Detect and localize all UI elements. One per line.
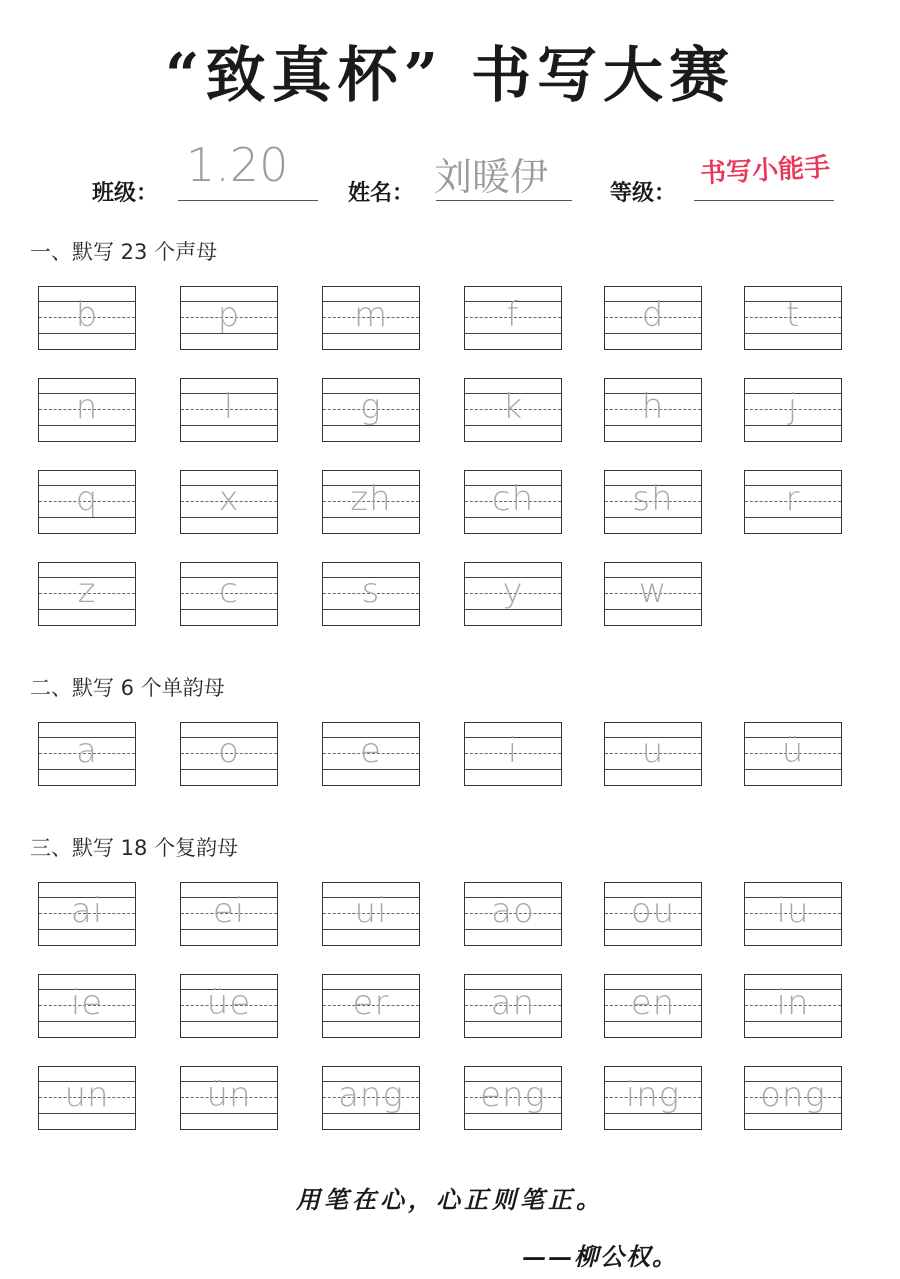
writing-cell <box>744 470 842 534</box>
writing-cell <box>38 378 136 442</box>
writing-cell <box>38 722 136 786</box>
handwritten-pinyin: un <box>64 1075 110 1115</box>
handwritten-pinyin: l <box>223 387 235 427</box>
writing-cell <box>604 974 702 1038</box>
handwritten-pinyin: o <box>218 731 240 771</box>
handwritten-pinyin: sh <box>632 479 674 519</box>
handwritten-pinyin: ei <box>212 891 246 931</box>
handwritten-pinyin: f <box>506 295 520 335</box>
writing-cell <box>38 1066 136 1130</box>
handwritten-pinyin: u <box>641 731 665 771</box>
writing-cell <box>464 722 562 786</box>
section-1-heading: 一、默写 23 个声母 <box>30 240 218 264</box>
grade-underline <box>694 200 834 201</box>
grade-label: 等级： <box>610 180 677 206</box>
handwritten-pinyin: ing <box>625 1075 681 1115</box>
writing-cell <box>604 882 702 946</box>
handwritten-pinyin: ü <box>781 731 805 771</box>
class-label: 班级： <box>92 180 159 206</box>
writing-cell <box>38 286 136 350</box>
writing-cell <box>464 974 562 1038</box>
grade-badge: 书写小能手 <box>699 152 831 190</box>
handwritten-pinyin: y <box>502 571 524 611</box>
handwritten-pinyin: iu <box>776 891 810 931</box>
handwritten-pinyin: ui <box>354 891 388 931</box>
writing-cell <box>180 470 278 534</box>
handwritten-pinyin: ang <box>338 1075 404 1115</box>
name-underline <box>436 200 572 201</box>
handwritten-pinyin: zh <box>350 479 392 519</box>
writing-cell <box>604 378 702 442</box>
writing-cell <box>322 470 420 534</box>
handwritten-pinyin: s <box>361 571 381 611</box>
name-label: 姓名： <box>348 180 415 206</box>
writing-cell <box>322 882 420 946</box>
page-title: “致真杯” 书写大赛 <box>165 41 735 111</box>
writing-cell <box>744 286 842 350</box>
handwritten-pinyin: m <box>353 295 389 335</box>
handwritten-pinyin: t <box>785 295 801 335</box>
writing-cell <box>744 974 842 1038</box>
handwritten-pinyin: z <box>77 571 97 611</box>
writing-cell <box>744 722 842 786</box>
handwritten-pinyin: ao <box>491 891 535 931</box>
writing-cell <box>322 722 420 786</box>
handwritten-pinyin: q <box>75 479 99 519</box>
writing-cell <box>744 378 842 442</box>
handwritten-pinyin: ie <box>70 983 104 1023</box>
writing-cell <box>38 974 136 1038</box>
writing-cell <box>322 286 420 350</box>
handwritten-pinyin: g <box>360 387 382 427</box>
handwritten-pinyin: x <box>218 479 240 519</box>
writing-cell <box>604 470 702 534</box>
handwritten-pinyin: j <box>787 387 799 427</box>
writing-cell <box>464 882 562 946</box>
handwritten-pinyin: p <box>217 295 241 335</box>
writing-cell <box>38 470 136 534</box>
handwritten-pinyin: en <box>630 983 676 1023</box>
writing-cell <box>604 286 702 350</box>
class-value: 1.20 <box>186 138 289 192</box>
handwritten-pinyin: a <box>76 731 98 771</box>
handwritten-pinyin: ün <box>206 1075 252 1115</box>
handwritten-pinyin: üe <box>206 983 252 1023</box>
writing-cell <box>464 562 562 626</box>
handwritten-pinyin: w <box>638 571 668 611</box>
writing-cell <box>180 378 278 442</box>
writing-cell <box>180 882 278 946</box>
handwritten-pinyin: h <box>641 387 665 427</box>
writing-cell <box>180 1066 278 1130</box>
handwritten-pinyin: e <box>360 731 382 771</box>
writing-cell <box>38 562 136 626</box>
handwritten-pinyin: r <box>785 479 801 519</box>
writing-cell <box>180 286 278 350</box>
quote-author: ——柳公权。 <box>522 1242 678 1271</box>
handwritten-pinyin: i <box>507 731 519 771</box>
writing-cell <box>744 1066 842 1130</box>
handwritten-pinyin: k <box>502 387 524 427</box>
writing-cell <box>322 974 420 1038</box>
handwritten-pinyin: ou <box>630 891 676 931</box>
handwritten-pinyin: ch <box>491 479 535 519</box>
handwritten-pinyin: an <box>490 983 536 1023</box>
section-3-heading: 三、默写 18 个复韵母 <box>30 836 239 860</box>
handwritten-pinyin: ai <box>70 891 104 931</box>
writing-cell <box>180 722 278 786</box>
writing-cell <box>38 882 136 946</box>
writing-cell <box>322 1066 420 1130</box>
writing-cell <box>604 562 702 626</box>
handwritten-pinyin: b <box>75 295 99 335</box>
quote: 用笔在心，心正则笔正。 <box>296 1185 604 1214</box>
handwritten-pinyin: d <box>641 295 665 335</box>
writing-cell <box>322 378 420 442</box>
writing-cell <box>604 722 702 786</box>
handwritten-pinyin: in <box>776 983 810 1023</box>
handwritten-pinyin: eng <box>480 1075 546 1115</box>
writing-cell <box>464 378 562 442</box>
handwritten-pinyin: ong <box>760 1075 826 1115</box>
writing-cell <box>604 1066 702 1130</box>
class-underline <box>178 200 318 201</box>
writing-cell <box>464 1066 562 1130</box>
writing-cell <box>464 470 562 534</box>
writing-cell <box>464 286 562 350</box>
writing-cell <box>322 562 420 626</box>
writing-cell <box>744 882 842 946</box>
name-value: 刘暖伊 <box>434 155 549 199</box>
handwritten-pinyin: er <box>352 983 390 1023</box>
handwritten-pinyin: c <box>219 571 239 611</box>
writing-cell <box>180 562 278 626</box>
section-2-heading: 二、默写 6 个单韵母 <box>30 676 225 700</box>
writing-cell <box>180 974 278 1038</box>
handwritten-pinyin: n <box>75 387 99 427</box>
